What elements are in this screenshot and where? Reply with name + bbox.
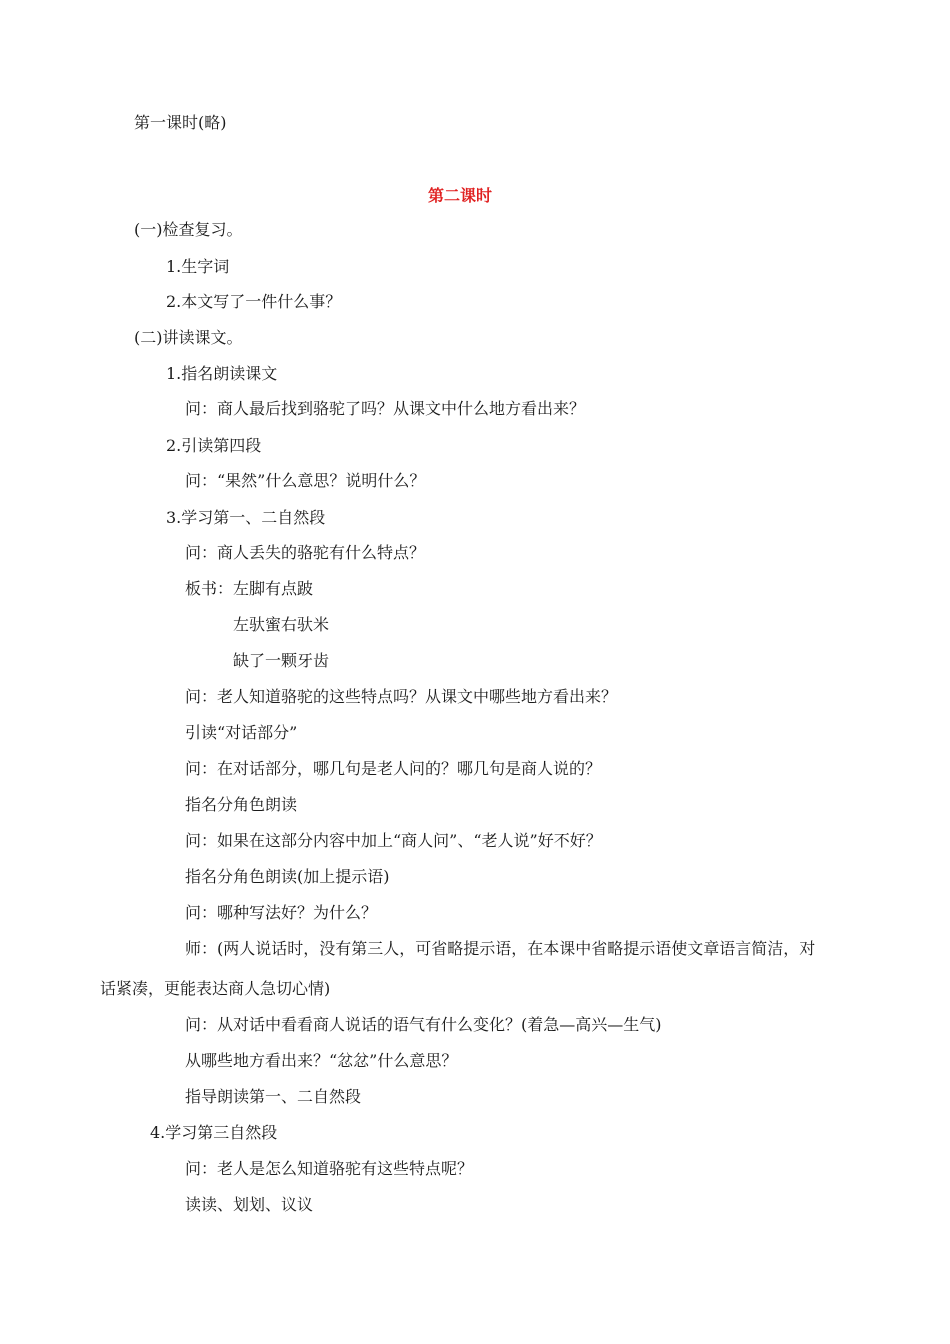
section2-heading: (二)讲读课文。 <box>134 328 243 347</box>
item3-title: 3.学习第一、二自然段 <box>166 508 326 527</box>
guide-reading: 指导朗读第一、二自然段 <box>185 1087 362 1106</box>
section1-heading: (一)检查复习。 <box>134 220 243 239</box>
item3-question-5: 问：哪种写法好？为什么？ <box>185 903 378 922</box>
board-notes-line-3: 缺了一颗牙齿 <box>233 651 330 670</box>
role-reading-1: 指名分角色朗读 <box>185 795 298 814</box>
item3-question-2: 问：老人知道骆驼的这些特点吗？从课文中哪些地方看出来？ <box>185 687 618 706</box>
item2-question: 问：“果然”什么意思？说明什么？ <box>185 471 426 490</box>
board-notes-line-2: 左驮蜜右驮米 <box>233 615 330 634</box>
teacher-note-line-2: 话紧凑，更能表达商人急切心情) <box>100 979 331 998</box>
item2-title: 2.引读第四段 <box>166 436 262 455</box>
board-notes-label: 板书：左脚有点跛 <box>185 579 314 598</box>
guide-dialogue: 引读“对话部分” <box>185 723 298 742</box>
item3-question-1: 问：商人丢失的骆驼有什么特点？ <box>185 543 426 562</box>
second-lesson-title: 第二课时 <box>428 186 493 205</box>
item3-question-7: 从哪些地方看出来？“忿忿”什么意思？ <box>185 1051 458 1070</box>
item4-method: 读读、划划、议议 <box>185 1195 314 1214</box>
item3-question-3: 问：在对话部分，哪几句是老人问的？哪几句是商人说的？ <box>185 759 602 778</box>
teacher-note-line-1: 师：(两人说话时，没有第三人，可省略提示语，在本课中省略提示语使文章语言简洁，对 <box>185 939 816 958</box>
item3-question-6: 问：从对话中看看商人说话的语气有什么变化？(着急—高兴—生气) <box>185 1015 662 1034</box>
first-lesson-note: 第一课时(略) <box>134 113 227 132</box>
section1-item-1: 1.生字词 <box>166 257 230 276</box>
role-reading-2: 指名分角色朗读(加上提示语) <box>185 867 390 886</box>
item1-question: 问：商人最后找到骆驼了吗？从课文中什么地方看出来？ <box>185 399 586 418</box>
item1-title: 1.指名朗读课文 <box>166 364 278 383</box>
item4-title: 4.学习第三自然段 <box>150 1123 278 1142</box>
item4-question: 问：老人是怎么知道骆驼有这些特点呢？ <box>185 1159 474 1178</box>
section1-item-2: 2.本文写了一件什么事？ <box>166 292 342 311</box>
item3-question-4: 问：如果在这部分内容中加上“商人问”、“老人说”好不好？ <box>185 831 602 850</box>
